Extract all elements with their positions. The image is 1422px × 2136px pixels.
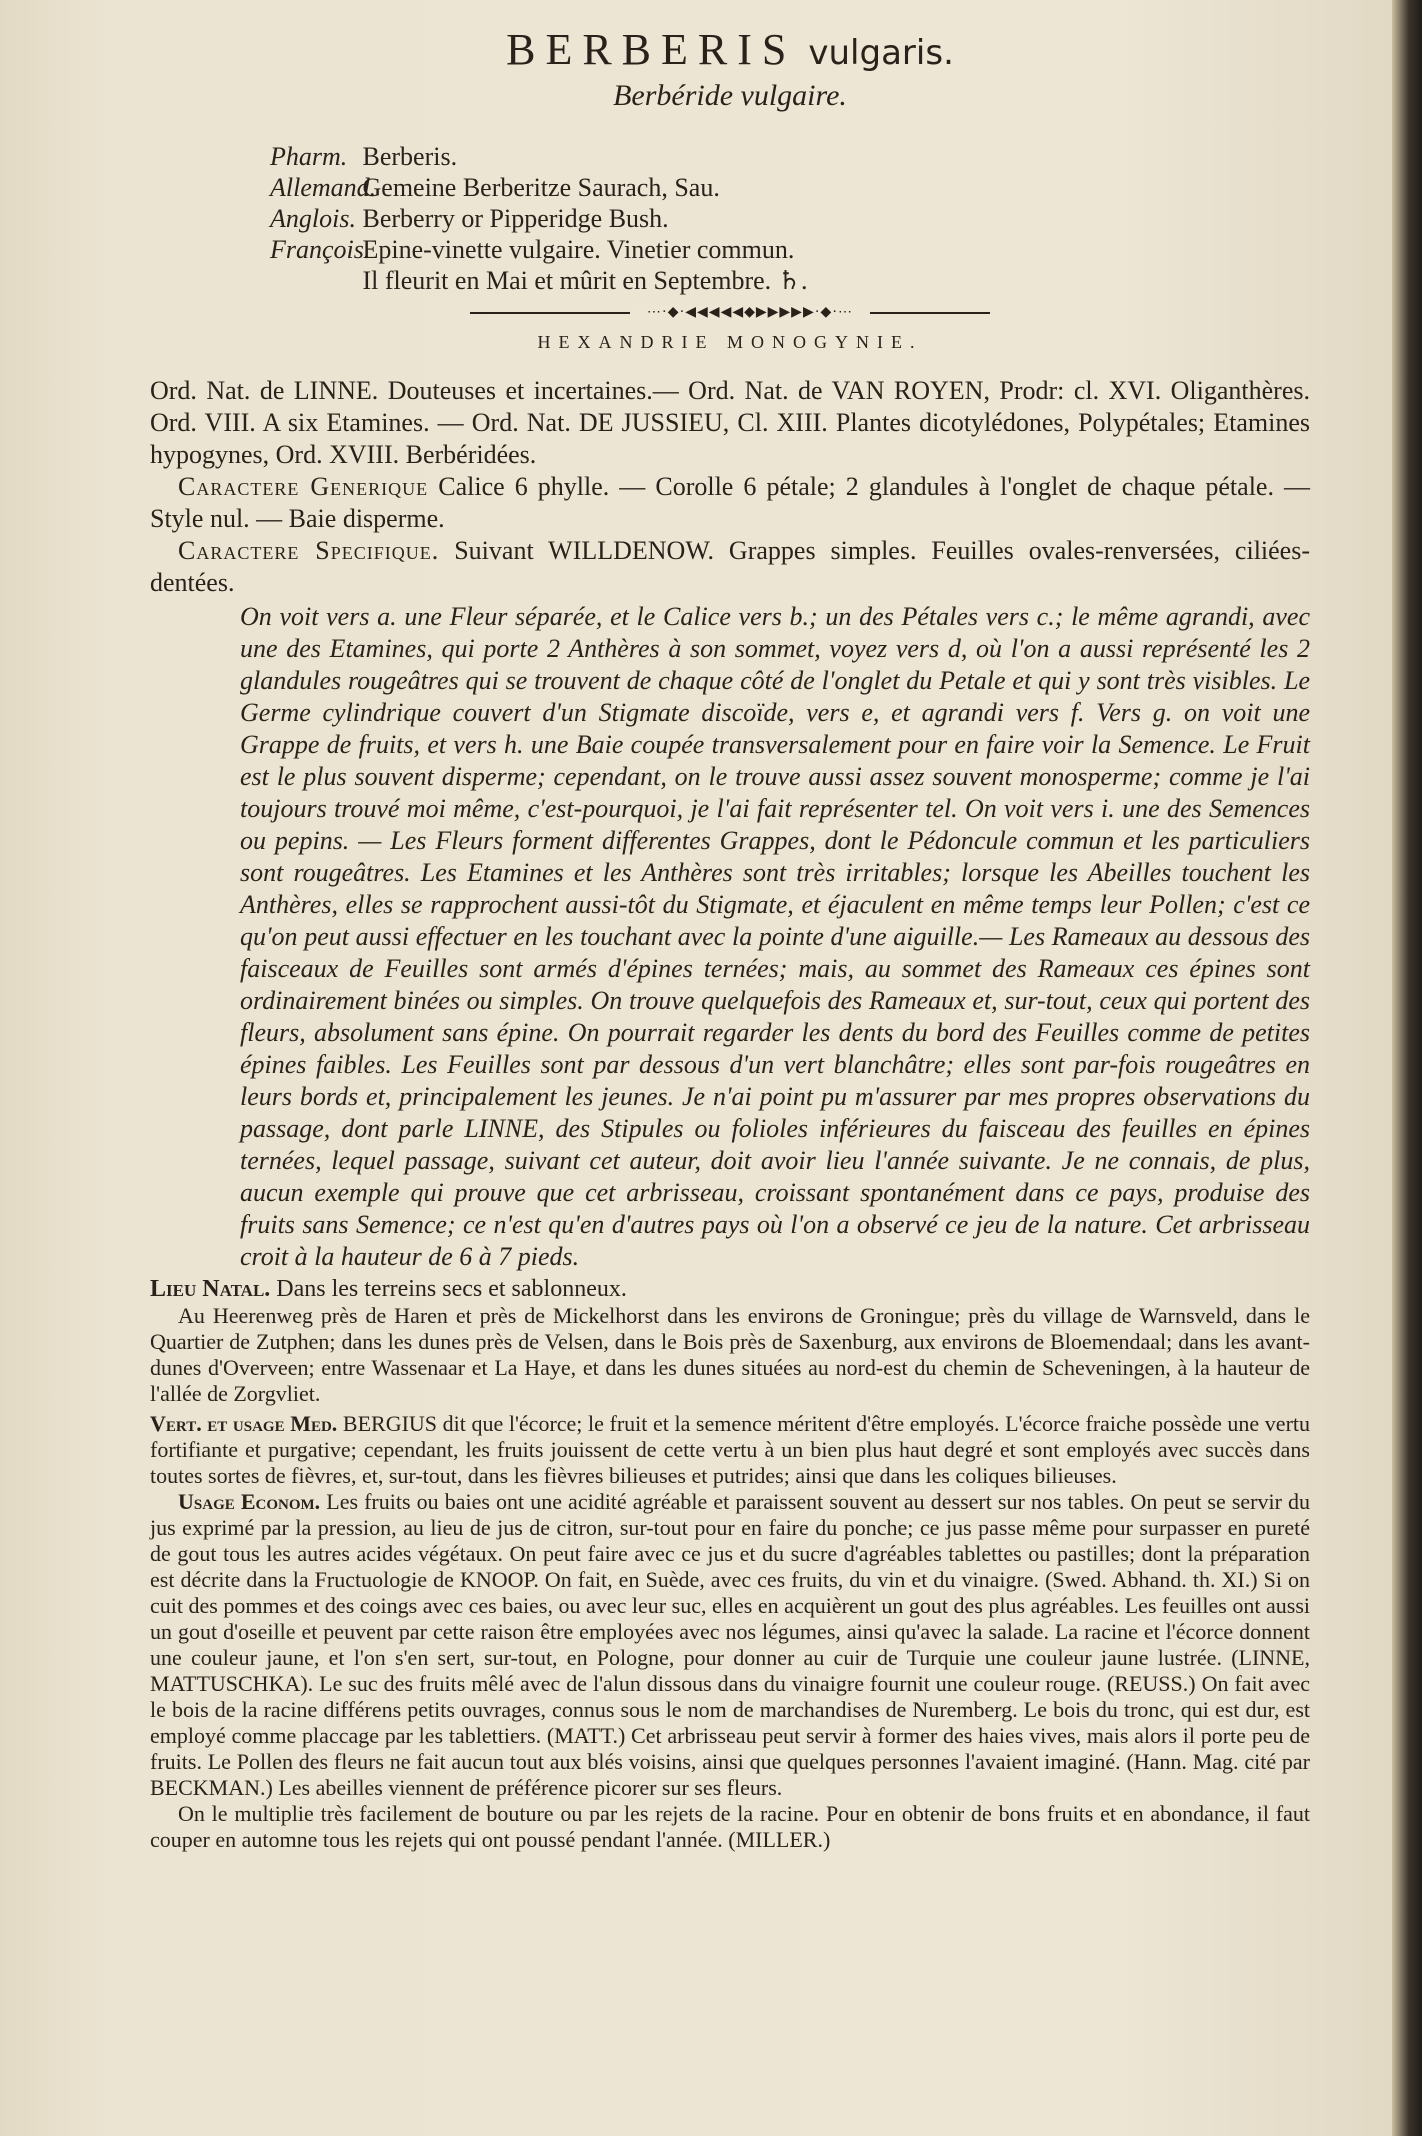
name-label: Allemand. (270, 173, 377, 202)
localities: Au Heerenweg près de Haren et près de Mickelhorst dans les environs de Groningue; près du village de Warnsveld, dans le Quartier de Zutphen; dans les dunes près de Velsen, dans le Bois près de Saxenburg, aux environs de Bloemendaal; dans les avant-dunes d'Overveen; entre Wassenaar et La Haye, et dans les dunes situées au nord-est du chemin de Scheveningen, à la hauteur de l'allée de Zorgvliet. (150, 1303, 1310, 1406)
caractere-generique-label: Caractere Generique (178, 472, 429, 501)
vertu-medicale (150, 1411, 1310, 1489)
propagation: On le multiplie très facilement de bouture ou par les rejets de la racine. Pour en obtenir de bons fruits et en abondance, il faut couper en automne tous les rejets qui ont poussé pendant l'année. (MILLER.) (150, 1801, 1310, 1852)
usage-economique-text: Les fruits ou baies ont une acidité agréable et paraissent souvent au dessert sur nos tables. On peut se servir du jus exprimé par la pression, au lieu de jus de citron, sur-tout pour en faire du ponche; ce jus passe même pour surpasser en pureté de gout tous les autres acides végétaux. On peut faire avec ce jus et du sucre d'agréables tablettes ou pastilles; dont la préparation est décrite dans la Fructuologie de KNOOP. On fait, en Suède, avec ces fruits, du vin et du vinaigre. (Swed. Abhand. th. XI.) Si on cuit des pommes et des coings avec ces baies, ou avec leur suc, elles en acquièrent un gout des plus agréables. Les feuilles ont aussi un gout d'oseille et peuvent par cette raison être employées avec nos légumes, ainsi qu'avec la salade. La racine et l'écorce donnent une couleur jaune, et l'on s'en sert, sur-tout, en Pologne, pour donner au cuir de Turquie une couleur jaune lustrée. (LINNE, MATTUSCHKA). Le suc des fruits mêlé avec de l'alun dissous dans du vinaigre fournit une couleur rouge. (REUSS.) On fait avec le bois de la racine différens petits ouvrages, connus sous le nom de marchandises de Nuremberg. Le bois du tronc, qui est dur, est employé comme placcage par les tablettiers. (MATT.) Cet arbrisseau peut servir à former des haies vives, mais alors il porte peu de fruits. Le Pollen des fleurs ne fait aucun tout aux blés voisins, ainsi que quelques personnes l'avaient imaginé. (Hann. Mag. cité par BECKMAN.) Les abeilles viennent de préférence picorer sur ses fleurs. (150, 1489, 1310, 1800)
name-text: Gemeine Berberitze Saurach, Sau. (362, 173, 720, 202)
name-text: Epine-vinette vulgaire. Vinetier commun. (362, 235, 795, 264)
name-row (270, 172, 1310, 203)
name-label: François. (270, 235, 371, 264)
plate-description: On voit vers a. une Fleur séparée, et le Calice vers b.; un des Pétales vers c.; le même agrandi, avec une des Etamines, qui porte 2 Anthères à son sommet, voyez vers d, où l'on a aussi représenté les 2 glandules rougeâtres qui se trouvent de chaque côté de l'onglet du Petale et qui y sont très visibles. Le Germe cylindrique couvert d'un Stigmate discoïde, vers e, et agrandi vers f. Vers g. on voit une Grappe de fruits, et vers h. une Baie coupée transversalement pour en faire voir la Semence. Le Fruit est le plus souvent disperme; cependant, on le trouve aussi assez souvent monosperme; comme je l'ai toujours trouvé moi même, c'est-pourquoi, je l'ai fait représenter tel. On voit vers i. une des Semences ou pepins. — Les Fleurs forment differentes Grappes, dont le Pédoncule commun et les particuliers sont rougeâtres. Les Etamines et les Anthères sont très irritables; lorsque les Abeilles touchent les Anthères, elles se rapprochent aussi-tôt du Stigmate, et éjaculent en même temps leur Pollen; c'est ce qu'on peut aussi effectuer en les touchant avec la pointe d'une aiguille.— Les Rameaux au dessous des faisceaux de Feuilles sont armés d'épines ternées; mais, au sommet des Rameaux ces épines sont ordinairement binées ou simples. On trouve quelquefois des Rameaux et, sur-tout, ceux qui portent des fleurs, absolument sans épine. On pourrait regarder les dents du bord des Feuilles comme de petites épines faibles. Les Feuilles sont par dessous d'un vert blanchâtre; elles sont par-fois rougeâtres en leurs bords et, principalement les jeunes. Je n'ai point pu m'assurer par mes propres observations du passage, dont parle LINNE, des Stipules ou folioles inférieures du faisceau des feuilles en épines ternées, lequel passage, suivant cet auteur, doit avoir lieu l'année suivante. Je ne connais, de plus, aucun exemple qui prouve que cet arbrisseau, croissant spontanément dans ce pays, produise des fruits sans Semence; ce n'est qu'en d'autres pays où l'on a observé ce jeu de la nature. Cet arbrisseau croit à la hauteur de 6 à 7 pieds. (240, 602, 1310, 1271)
vertu-medicale-text: BERGIUS dit que l'écorce; le fruit et la semence méritent d'être employés. L'écorce fraiche possède une vertu fortifiante et purgative; cependant, les fruits jouissent de cette vertu à un bien plus haut degré et sont employés avec succès dans toutes sortes de fièvres, et, sur-tout, dans les fièvres bilieuses et putrides; ainsi que dans les coliques bilieuses. (150, 1411, 1311, 1488)
usage-economique (150, 1489, 1310, 1801)
name-row (270, 141, 1310, 172)
name-row (270, 203, 1310, 234)
caractere-specifique-text: Suivant WILLDENOW. Grappes simples. Feuilles ovales-renversées, ciliées-dentées. (150, 536, 1310, 597)
french-title: Berbéride vulgaire. (613, 79, 847, 112)
genus-name: BERBERIS (506, 25, 797, 74)
lieu-natal-text: Dans les terreins secs et sablonneux. (276, 1276, 627, 1302)
species-epithet: vulgaris. (808, 33, 954, 73)
name-label: Pharm. (270, 142, 348, 171)
caractere-specifique-label: Caractere Specifique. (178, 536, 440, 565)
lieu-natal (150, 1275, 1310, 1303)
vertu-medicale-label: Vert. et usage Med. (150, 1411, 338, 1436)
species-title (150, 24, 1310, 75)
name-label: Anglois. (270, 204, 356, 233)
flowering-row (270, 265, 1310, 296)
classification-heading: HEXANDRIE MONOGYNIE. (537, 332, 923, 352)
ornament-divider (470, 306, 990, 320)
vernacular-names (270, 141, 1310, 296)
name-text: Berberis. (362, 142, 458, 171)
book-gutter (1392, 0, 1422, 2136)
caractere-specifique (150, 535, 1310, 599)
ornament-glyphs: ⋯⋅◆⋅◀◀◀◀◀◆▶▶▶▶▶⋅◆⋅⋯ (630, 306, 870, 320)
flowering-text: Il fleurit en Mai et mûrit en Septembre. ♄. (362, 266, 808, 295)
usage-economique-label: Usage Econom. (178, 1489, 321, 1514)
name-row (270, 234, 1310, 265)
name-text: Berberry or Pipperidge Bush. (362, 204, 669, 233)
caractere-generique (150, 471, 1310, 535)
document-page (150, 18, 1310, 1853)
lieu-natal-label: Lieu Natal. (150, 1276, 271, 1302)
caractere-generique-text: Calice 6 phylle. — Corolle 6 pétale; 2 glandules à l'onglet de chaque pétale. — Style nul. — Baie disperme. (150, 472, 1311, 533)
natural-orders: Ord. Nat. de LINNE. Douteuses et incertaines.— Ord. Nat. de VAN ROYEN, Prodr: cl. XVI. Oliganthères. Ord. VIII. A six Etamines. — Ord. Nat. DE JUSSIEU, Cl. XIII. Plantes dicotylédones, Polypétales; Etamines hypogynes, Ord. XVIII. Berbéridées. (150, 376, 1310, 469)
